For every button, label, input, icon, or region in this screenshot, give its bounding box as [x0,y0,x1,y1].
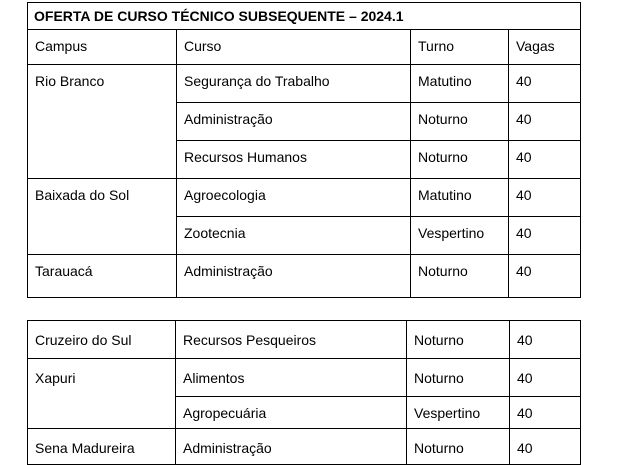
turno-cell: Noturno [407,321,510,359]
campus-cell: Cruzeiro do Sul [28,321,176,359]
vagas-cell: 40 [509,255,581,298]
vagas-cell: 40 [509,179,581,217]
header-curso: Curso [177,30,411,65]
campus-cell: Sena Madureira [28,429,176,465]
curso-cell: Alimentos [176,359,407,397]
campus-cell: Rio Branco [28,65,177,179]
vagas-cell: 40 [510,397,581,429]
table-title: OFERTA DE CURSO TÉCNICO SUBSEQUENTE – 2024.1 [28,3,581,30]
course-offer-table [27,2,581,298]
vagas-cell: 40 [509,65,581,103]
turno-cell: Matutino [411,179,509,217]
turno-cell: Vespertino [407,397,510,429]
table-row [28,255,581,298]
curso-cell: Recursos Pesqueiros [176,321,407,359]
header-vagas: Vagas [509,30,581,65]
header-turno: Turno [411,30,509,65]
campus-cell: Tarauacá [28,255,177,298]
vagas-cell: 40 [509,217,581,255]
turno-cell: Noturno [407,359,510,397]
vagas-cell: 40 [509,103,581,141]
curso-cell: Administração [177,103,411,141]
curso-cell: Administração [176,429,407,465]
campus-cell: Baixada do Sol [28,179,177,255]
header-row [28,30,581,65]
curso-cell: Agropecuária [176,397,407,429]
turno-cell: Noturno [411,141,509,179]
curso-cell: Administração [177,255,411,298]
vagas-cell: 40 [510,359,581,397]
turno-cell: Noturno [407,429,510,465]
table-row [28,179,581,217]
table-row [28,359,581,397]
vagas-cell: 40 [509,141,581,179]
campus-cell: Xapuri [28,359,176,429]
vagas-cell: 40 [510,321,581,359]
table-row [28,429,581,465]
curso-cell: Zootecnia [177,217,411,255]
vagas-cell: 40 [510,429,581,465]
curso-cell: Recursos Humanos [177,141,411,179]
turno-cell: Noturno [411,103,509,141]
turno-cell: Matutino [411,65,509,103]
turno-cell: Noturno [411,255,509,298]
curso-cell: Segurança do Trabalho [177,65,411,103]
turno-cell: Vespertino [411,217,509,255]
header-campus: Campus [28,30,177,65]
table-row [28,65,581,103]
curso-cell: Agroecologia [177,179,411,217]
table-row [28,321,581,359]
course-offer-table-continued [27,320,581,465]
